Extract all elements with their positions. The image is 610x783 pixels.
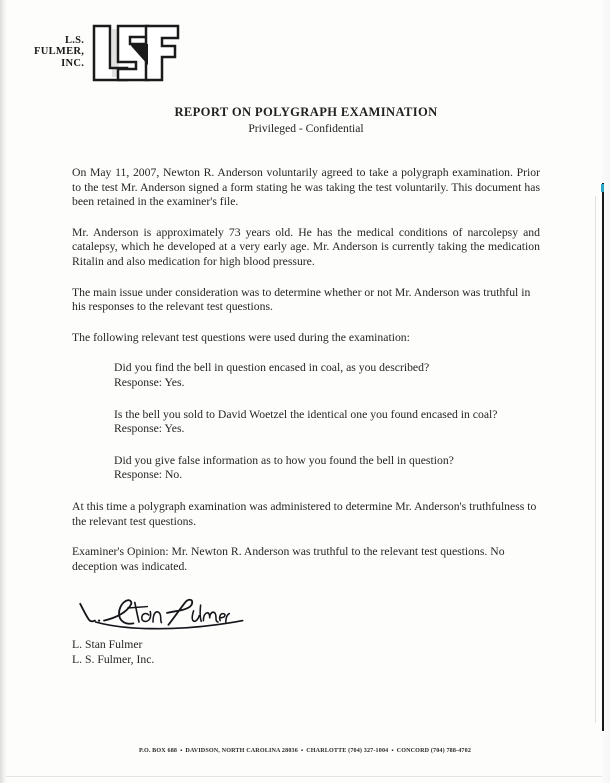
- question-text: Did you give false information as to how you found the bell in question?: [114, 453, 454, 467]
- paragraph-medical-history: Mr. Anderson is approximately 73 years old. He has the medical conditions of narcolepsy and catalepsy, which he developed at a very early age. Mr. Anderson is currently taking the medication Ritalin and also medication for high blood pressure.: [72, 225, 540, 268]
- footer-address-bar: [0, 748, 610, 754]
- signature-block: [72, 594, 540, 667]
- document-title: REPORT ON POLYGRAPH EXAMINATION: [174, 105, 438, 119]
- handwritten-signature-icon: [76, 594, 286, 636]
- question-response-item: [114, 454, 540, 483]
- footer-separator-icon: ▪: [391, 748, 394, 754]
- lsf-monogram-logo-icon: [90, 22, 182, 84]
- footer-city-state-zip: DAVIDSON, NORTH CAROLINA 28036: [185, 748, 298, 754]
- paragraph-examination-consent: On May 11, 2007, Newton R. Anderson voluntarily agreed to take a polygraph examination. Prior to the test Mr. Anderson signed a form stating he was taking the test voluntarily. This document has been retained in the examiner's file.: [72, 166, 540, 209]
- company-name-text: [34, 35, 90, 72]
- scan-color-artifact: [601, 184, 604, 192]
- question-text: Did you find the bell in question encased in coal, as you described?: [114, 361, 430, 375]
- signer-company: L. S. Fulmer, Inc.: [72, 652, 155, 666]
- paragraph-main-issue: The main issue under consideration was to determine whether or not Mr. Anderson was truthful in his responses to the relevant test questions.: [72, 285, 531, 314]
- company-name-line-3: INC.: [61, 57, 85, 69]
- scan-binder-edge: [602, 183, 604, 731]
- signer-name: L. Stan Fulmer: [72, 638, 143, 652]
- document-body: [72, 104, 540, 667]
- letterhead: [34, 22, 182, 84]
- footer-separator-icon: ▪: [300, 748, 304, 754]
- footer-charlotte-phone: CHARLOTTE (704) 327-1004: [306, 748, 389, 754]
- signature-name-block: [72, 638, 540, 667]
- document-subtitle: Privileged - Confidential: [248, 122, 364, 135]
- footer-concord-phone: CONCORD (704) 788-4702: [396, 748, 472, 754]
- scan-edge-bottom: [6, 776, 602, 777]
- question-text: Is the bell you sold to David Woetzel the identical one you found encased in coal?: [114, 407, 498, 421]
- footer-po-box: P.O. BOX 688: [138, 748, 178, 754]
- paragraph-administration: At this time a polygraph examination was administered to determine Mr. Anderson's truthfulness to the relevant test questions.: [72, 499, 537, 528]
- scan-edge-left: [0, 0, 7, 783]
- company-name-line-1: L.S.: [64, 34, 85, 46]
- scan-edge-hairline: [595, 196, 596, 723]
- footer-separator-icon: ▪: [180, 748, 183, 754]
- paragraph-questions-intro: The following relevant test questions were used during the examination:: [72, 330, 410, 344]
- company-name-line-2: FULMER,: [34, 46, 85, 58]
- response-text: Response: Yes.: [114, 422, 185, 436]
- response-text: Response: No.: [114, 468, 183, 482]
- question-response-item: [114, 408, 540, 437]
- question-response-list: [72, 361, 540, 483]
- paragraph-examiners-opinion: Examiner's Opinion: Mr. Newton R. Anderson was truthful to the relevant test questions. No deception was indicated.: [72, 545, 505, 573]
- question-response-item: [114, 361, 540, 390]
- response-text: Response: Yes.: [114, 375, 185, 389]
- title-block: [72, 104, 540, 136]
